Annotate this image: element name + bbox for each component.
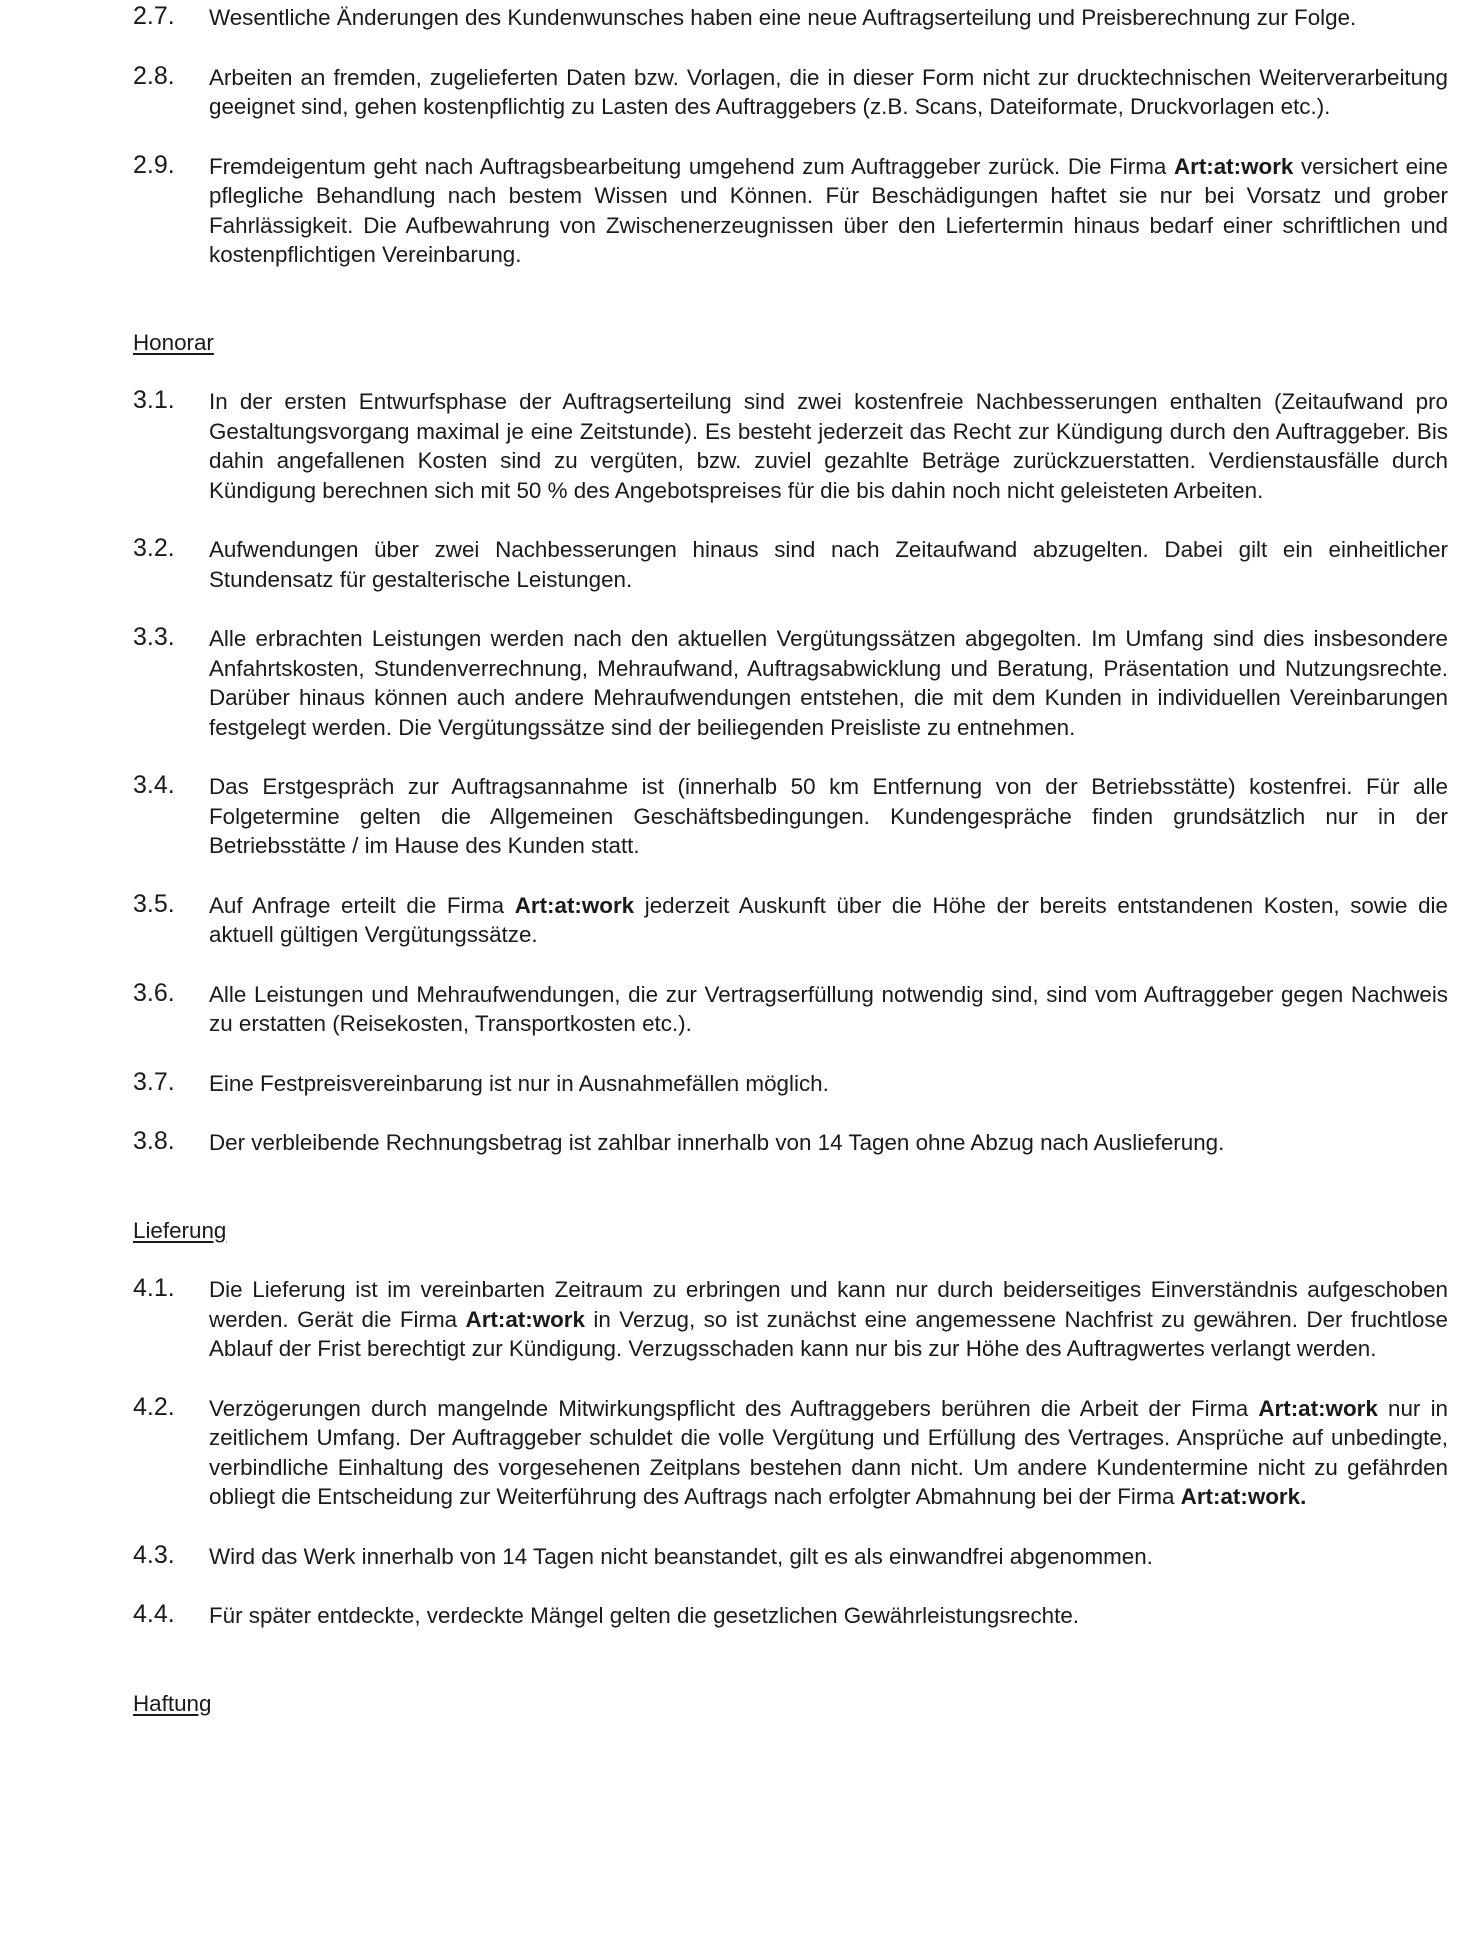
clause-item (133, 3, 1448, 33)
company-name: Art:at:work (1258, 1395, 1378, 1421)
spacer (133, 33, 1448, 63)
clause-item (133, 624, 1448, 742)
spacer (133, 1039, 1448, 1069)
section-heading: Honorar (133, 329, 214, 355)
clause-text: Für später entdeckte, verdeckte Mängel gelten die gesetzlichen Gewährleistungsrechte. (209, 1603, 1079, 1628)
document-page (133, 0, 1448, 1748)
clause-item (133, 1394, 1448, 1512)
company-name: Art:at:work. (1180, 1484, 1307, 1509)
clause-text: Arbeiten an fremden, zugelieferten Daten bzw. Vorlagen, die in dieser Form nicht zur drucktechnischen Weiterverarbeitung geeignet sind, gehen kostenpflichtig zu Lasten des Auftraggebers (z.B. Scans, Dateiformate, Druckvorlagen etc.). (209, 64, 1448, 119)
clause-item (133, 891, 1448, 950)
spacer (133, 1571, 1448, 1601)
clause-item (133, 63, 1448, 122)
spacer (133, 1631, 1448, 1689)
spacer (133, 122, 1448, 152)
clause-text: Eine Festpreisvereinbarung ist nur in Ausnahmefällen möglich. (209, 1070, 829, 1096)
clause-text: Fremdeigentum geht nach Auftragsbearbeitung umgehend zum Auftraggeber zurück. Die Firma Art:at:work versichert eine pflegliche Behandlung nach bestem Wissen und Können. Für Beschädigungen haftet sie nur bei Vorsatz und grober Fahrlässigkeit. Die Aufbewahrung von Zwischenerzeugnissen über den Liefertermin hinaus bedarf einer schriftlichen und kostenpflichtigen Vereinbarung. (209, 153, 1448, 267)
clause-number: 3.5. (133, 889, 175, 918)
clause-item (133, 387, 1448, 505)
clause-text: Alle Leistungen und Mehraufwendungen, die zur Vertragserfüllung notwendig sind, sind vom Auftraggeber gegen Nachweis zu erstatten (Reisekosten, Transportkosten etc.). (209, 981, 1448, 1036)
clause-item (133, 535, 1448, 594)
spacer (133, 742, 1448, 772)
clause-item (133, 1601, 1448, 1631)
clause-number: 4.4. (133, 1600, 175, 1628)
clause-item (133, 772, 1448, 861)
clause-item (133, 980, 1448, 1039)
clause-text: Aufwendungen über zwei Nachbesserungen hinaus sind nach Zeitaufwand abzugelten. Dabei gilt ein einheitlicher Stundensatz für gestalterische Leistungen. (209, 537, 1448, 592)
spacer (133, 950, 1448, 980)
clause-number: 3.6. (133, 978, 175, 1007)
clause-number: 3.3. (133, 623, 175, 651)
clause-number: 4.1. (133, 1274, 175, 1302)
clause-text: In der ersten Entwurfsphase der Auftragserteilung sind zwei kostenfreie Nachbesserungen enthalten (Zeitaufwand pro Gestaltungsvorgang maximal je eine Zeitstunde). Es besteht jederzeit das Recht zur Kündigung durch den Auftraggeber. Bis dahin angefallenen Kosten sind zu vergüten, bzw. zuviel gezahlte Beträge zurückzuerstatten. Verdienstausfälle durch Kündigung berechnen sich mit 50 % des Angebotspreises für die bis dahin noch nicht geleisteten Arbeiten. (209, 389, 1448, 503)
clause-number: 2.9. (133, 150, 175, 179)
clause-text: Der verbleibende Rechnungsbetrag ist zahlbar innerhalb von 14 Tagen ohne Abzug nach Auslieferung. (209, 1130, 1225, 1155)
spacer (133, 1364, 1448, 1394)
spacer (133, 594, 1448, 624)
company-name: Art:at:work (514, 892, 635, 918)
clause-text: Wird das Werk innerhalb von 14 Tagen nicht beanstandet, gilt es als einwandfrei abgenommen. (209, 1543, 1153, 1569)
clause-number: 4.2. (133, 1392, 175, 1421)
company-name: Art:at:work (1173, 153, 1294, 179)
clause-text: Auf Anfrage erteilt die Firma Art:at:work jederzeit Auskunft über die Höhe der bereits entstandenen Kosten, sowie die aktuell gültigen Vergütungssätze. (209, 892, 1448, 947)
clause-text: Verzögerungen durch mangelnde Mitwirkungspflicht des Auftraggebers berühren die Arbeit der Firma Art:at:work nur in zeitlichem Umfang. Der Auftraggeber schuldet die volle Vergütung und Erfüllung des Vertrages. Ansprüche auf unbedingte, verbindliche Einhaltung des vorgesehenen Zeitplans bestehen dann nicht. Um andere Kundentermine nicht zu gefährden obliegt die Entscheidung zur Weiterführung des Auftrags nach erfolgter Abmahnung bei der Firma Art:at:work. (209, 1395, 1448, 1509)
clause-number: 2.8. (133, 61, 175, 90)
spacer (133, 1512, 1448, 1542)
clause-item (133, 1128, 1448, 1158)
section-heading: Haftung (133, 1690, 212, 1716)
spacer (133, 861, 1448, 891)
clause-item (133, 1069, 1448, 1099)
clause-text: Die Lieferung ist im vereinbarten Zeitraum zu erbringen und kann nur durch beiderseitiges Einverständnis aufgeschoben werden. Gerät die Firma Art:at:work in Verzug, so ist zunächst eine angemessene Nachfrist zu gewähren. Der fruchtlose Ablauf der Frist berechtigt zur Kündigung. Verzugsschaden kann nur bis zur Höhe des Auftragwertes verlangt werden. (209, 1277, 1448, 1361)
spacer (133, 1158, 1448, 1216)
clause-number: 3.7. (133, 1067, 175, 1096)
clause-item (133, 152, 1448, 270)
clause-number: 4.3. (133, 1540, 175, 1569)
spacer (133, 270, 1448, 328)
clause-number: 3.1. (133, 386, 175, 414)
clause-text: Alle erbrachten Leistungen werden nach den aktuellen Vergütungssätzen abgegolten. Im Umfang sind dies insbesondere Anfahrtskosten, Stundenverrechnung, Mehraufwand, Auftragsabwicklung und Beratung, Präsentation und Nutzungsrechte. Darüber hinaus können auch andere Mehraufwendungen entstehen, die mit dem Kunden in individuellen Vereinbarungen festgelegt werden. Die Vergütungssätze sind der beiliegenden Preisliste zu entnehmen. (209, 626, 1448, 740)
spacer (133, 1098, 1448, 1128)
clause-number: 3.4. (133, 771, 175, 799)
company-name: Art:at:work (465, 1306, 585, 1332)
clause-item (133, 1275, 1448, 1364)
clause-number: 2.7. (133, 2, 175, 30)
spacer (133, 357, 1448, 387)
spacer (133, 1718, 1448, 1748)
spacer (133, 505, 1448, 535)
clause-text: Das Erstgespräch zur Auftragsannahme ist (innerhalb 50 km Entfernung von der Betriebsstätte) kostenfrei. Für alle Folgetermine gelten die Allgemeinen Geschäftsbedingungen. Kundengespräche finden grundsätzlich nur in der Betriebsstätte / im Hause des Kunden statt. (209, 774, 1448, 858)
spacer (133, 1245, 1448, 1275)
clause-number: 3.2. (133, 534, 175, 562)
clause-number: 3.8. (133, 1127, 175, 1155)
section-heading: Lieferung (133, 1217, 227, 1243)
clause-item (133, 1542, 1448, 1572)
clause-text: Wesentliche Änderungen des Kundenwunsches haben eine neue Auftragserteilung und Preisberechnung zur Folge. (209, 5, 1357, 30)
